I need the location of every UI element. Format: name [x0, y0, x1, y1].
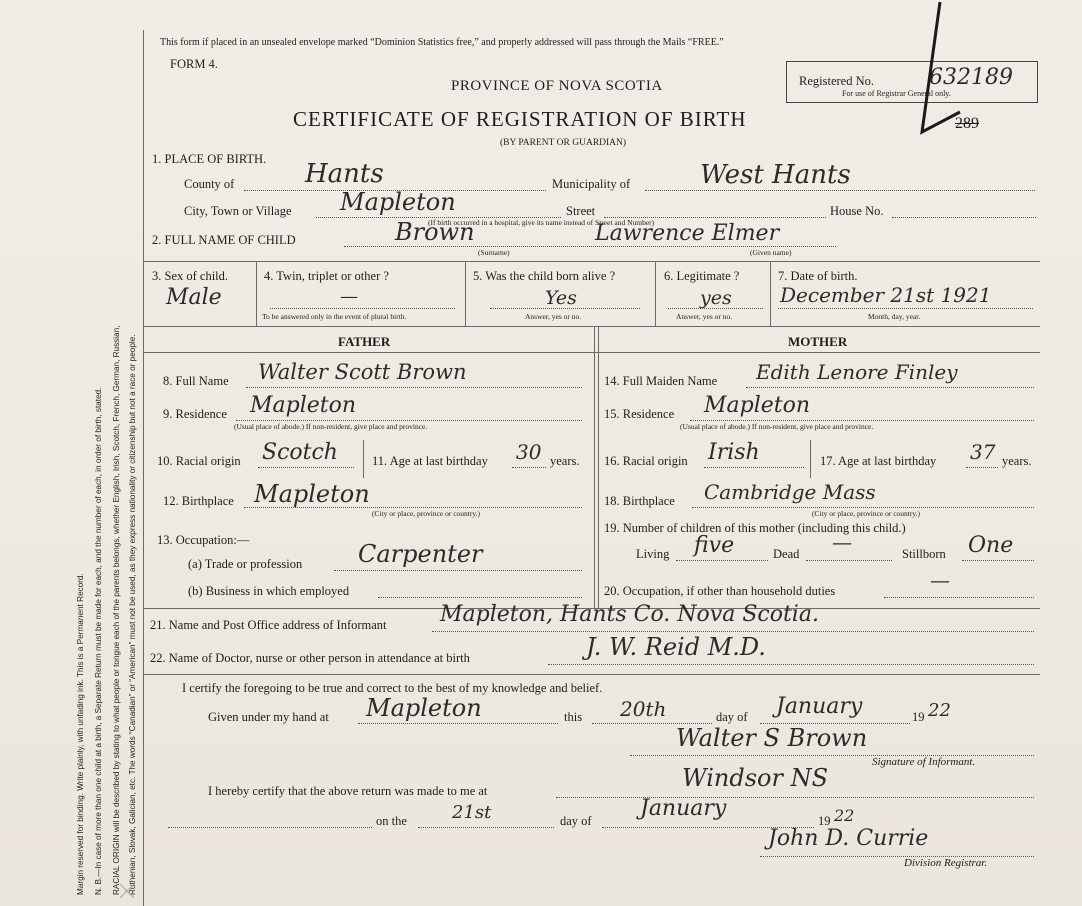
- twin-label: 4. Twin, triplet or other ?: [264, 269, 389, 283]
- house-label: House No.: [830, 204, 884, 218]
- place-of-birth-label: 1. PLACE OF BIRTH.: [152, 152, 267, 166]
- mother-race-line: [704, 467, 804, 468]
- registrar-statement: I hereby certify that the above return was made to me at: [208, 784, 488, 798]
- mother-residence-line: [690, 420, 1034, 421]
- dob-line: [778, 308, 1033, 309]
- father-business-label: (b) Business in which employed: [188, 584, 350, 598]
- given-name-note: (Given name): [750, 248, 792, 257]
- twin-line: [270, 308, 455, 309]
- mother-living-value: five: [694, 533, 735, 558]
- margin-line-2: N. B.—In case of more than one child at a birth, a Separate Return must be made for each, and the number of each, in order of birth, stated.: [94, 387, 103, 895]
- legitimate-note: Answer, yes or no.: [676, 312, 733, 321]
- child-name-label: 2. FULL NAME OF CHILD: [152, 233, 296, 247]
- province-heading: PROVINCE OF NOVA SCOTIA: [451, 78, 663, 94]
- informant-signature-label: Signature of Informant.: [872, 756, 976, 768]
- margin-line-4: Ruthenian, Slovak, Galician, etc. The words “Canadian” or “American” must not be used, as they express nationality or citizenship but not a race or people.: [128, 334, 137, 895]
- registered-note: For use of Registrar General only.: [842, 89, 951, 98]
- struck-number: 289: [955, 115, 979, 132]
- registrar-day-value: 21st: [452, 802, 492, 823]
- row3-divider-1: [256, 261, 257, 326]
- legitimate-value: yes: [700, 287, 732, 309]
- father-race-label: 10. Racial origin: [157, 454, 241, 468]
- municipality-line: [645, 190, 1035, 191]
- father-birthplace-value: Mapleton: [254, 480, 370, 508]
- mother-occupation-value: —: [930, 568, 950, 592]
- mother-stillborn-value: One: [968, 533, 1014, 558]
- county-label: County of: [184, 177, 235, 191]
- margin-line-3: RACIAL ORIGIN will be described by stating to what people or tongue each of the parents belongs, whether English, Irish, Scotch, French, German, Russian,: [112, 325, 121, 895]
- father-residence-value: Mapleton: [250, 393, 357, 418]
- father-race-value: Scotch: [262, 440, 338, 465]
- child-name-line: [344, 246, 836, 247]
- given-this-label: this: [564, 710, 583, 724]
- father-name-line: [246, 387, 582, 388]
- father-birthplace-note: (City or place, province or country.): [372, 509, 481, 518]
- row3-bottom-rule: [143, 326, 1040, 327]
- street-note: (If birth occurred in a hospital, give its name instead of Street and Number): [428, 218, 655, 227]
- legitimate-label: 6. Legitimate ?: [664, 269, 740, 283]
- form-number: FORM 4.: [170, 57, 218, 71]
- mother-years-label: years.: [1002, 454, 1032, 468]
- certify-top-rule: [143, 674, 1040, 675]
- certify-statement: I certify the foregoing to be true and correct to the best of my knowledge and belief.: [182, 681, 603, 695]
- parents-divider-2: [598, 326, 599, 608]
- given-day-value: 20th: [620, 697, 667, 721]
- father-race-line: [258, 467, 354, 468]
- mother-residence-value: Mapleton: [704, 393, 811, 418]
- mother-age-value: 37: [970, 440, 996, 464]
- mother-living-label: Living: [636, 547, 670, 561]
- margin-instructions: [0, 0, 140, 906]
- mother-birthplace-value: Cambridge Mass: [704, 480, 876, 504]
- certificate-subtitle: (BY PARENT OR GUARDIAN): [500, 138, 627, 148]
- father-name-value: Walter Scott Brown: [258, 360, 467, 384]
- father-age-value: 30: [516, 440, 542, 464]
- registrar-place-line: [556, 797, 1034, 798]
- registrar-leading-line: [168, 827, 372, 828]
- given-dayof-label: day of: [716, 710, 748, 724]
- mother-birthplace-line: [692, 507, 1034, 508]
- margin-line-1: Margin reserved for binding. Write plainly, with unfading ink. This is a Permanent Record.: [76, 573, 85, 895]
- given-place-value: Mapleton: [366, 694, 482, 722]
- mother-heading: MOTHER: [788, 334, 848, 349]
- given-under-label: Given under my hand at: [208, 710, 329, 724]
- registered-label: Registered No.: [799, 74, 874, 88]
- surname-note: (Surname): [478, 248, 510, 257]
- mother-residence-note: (Usual place of abode.) If non-resident, give place and province.: [680, 422, 874, 431]
- mother-name-value: Edith Lenore Finley: [756, 360, 958, 384]
- father-trade-value: Carpenter: [358, 540, 483, 568]
- informant-line: [432, 631, 1034, 632]
- row3-divider-3: [655, 261, 656, 326]
- sex-value: Male: [166, 285, 222, 310]
- twin-note: To be answered only in the event of plural birth.: [262, 312, 407, 321]
- mother-birthplace-note: (City or place, province or country.): [812, 509, 921, 518]
- house-line: [892, 217, 1036, 218]
- parents-divider: [594, 326, 595, 608]
- twin-value: —: [340, 286, 358, 307]
- mother-race-value: Irish: [708, 440, 760, 465]
- doctor-value: J. W. Reid M.D.: [586, 633, 766, 661]
- informant-label: 21. Name and Post Office address of Informant: [150, 618, 387, 632]
- mother-living-line: [676, 560, 768, 561]
- father-age-line: [512, 467, 546, 468]
- father-residence-note: (Usual place of abode.) If non-resident, give place and province.: [234, 422, 428, 431]
- mother-race-label: 16. Racial origin: [604, 454, 688, 468]
- alive-value: Yes: [545, 287, 577, 309]
- municipality-label: Municipality of: [552, 177, 631, 191]
- mother-name-label: 14. Full Maiden Name: [604, 374, 718, 388]
- given-year-prefix: 19: [912, 710, 925, 724]
- father-years-label: years.: [550, 454, 580, 468]
- father-name-label: 8. Full Name: [163, 374, 229, 388]
- row3-divider-4: [770, 261, 771, 326]
- mother-stillborn-line: [962, 560, 1034, 561]
- city-value: Mapleton: [340, 188, 456, 216]
- father-occupation-label: 13. Occupation:—: [157, 533, 250, 547]
- registrar-signature-line: [760, 856, 1034, 857]
- father-business-line: [378, 597, 582, 598]
- child-given-name: Lawrence Elmer: [595, 221, 780, 246]
- dob-label: 7. Date of birth.: [778, 269, 858, 283]
- binding-margin-rule: [143, 30, 144, 906]
- mother-dead-line: [806, 560, 892, 561]
- dob-value: December 21st 1921: [780, 283, 992, 307]
- father-trade-label: (a) Trade or profession: [188, 557, 303, 571]
- given-year-value: 22: [928, 700, 951, 721]
- mother-birthplace-label: 18. Birthplace: [604, 494, 675, 508]
- city-label: City, Town or Village: [184, 204, 292, 218]
- street-label: Street: [566, 204, 596, 218]
- row3-top-rule: [143, 261, 1040, 262]
- alive-label: 5. Was the child born alive ?: [473, 269, 616, 283]
- given-month-value: January: [776, 694, 863, 719]
- dob-note: Month, day, year.: [868, 312, 921, 321]
- father-residence-line: [236, 420, 582, 421]
- registrar-year-prefix: 19: [818, 814, 831, 828]
- county-value: Hants: [305, 159, 384, 189]
- child-surname: Brown: [395, 218, 475, 246]
- father-heading: FATHER: [338, 334, 391, 349]
- registrar-dayof-label: day of: [560, 814, 592, 828]
- mother-dead-value: —: [832, 530, 852, 554]
- mother-residence-label: 15. Residence: [604, 407, 675, 421]
- stray-x-mark: [116, 880, 138, 902]
- mother-children-label: 19. Number of children of this mother (including this child.): [604, 521, 906, 535]
- mother-stillborn-label: Stillborn: [902, 547, 946, 561]
- father-age-label: 11. Age at last birthday: [372, 454, 488, 468]
- informant-signature: Walter S Brown: [676, 724, 868, 752]
- certificate-title: CERTIFICATE OF REGISTRATION OF BIRTH: [293, 107, 747, 131]
- alive-note: Answer, yes or no.: [525, 312, 582, 321]
- mother-age-line: [966, 467, 998, 468]
- registrar-signature-label: Division Registrar.: [904, 857, 988, 869]
- registrar-year-value: 22: [834, 806, 855, 825]
- doctor-label: 22. Name of Doctor, nurse or other person in attendance at birth: [150, 651, 470, 665]
- father-birthplace-label: 12. Birthplace: [163, 494, 234, 508]
- registrar-day-line: [418, 827, 554, 828]
- doctor-line: [548, 664, 1034, 665]
- father-residence-label: 9. Residence: [163, 407, 227, 421]
- given-place-line: [358, 723, 558, 724]
- mother-dead-label: Dead: [773, 547, 800, 561]
- mother-occupation-line: [884, 597, 1034, 598]
- registrar-month-value: January: [640, 796, 727, 821]
- father-race-divider: [363, 440, 364, 478]
- registrar-place-value: Windsor NS: [682, 764, 829, 792]
- parents-heading-rule: [143, 352, 1040, 353]
- mother-name-line: [746, 387, 1034, 388]
- mail-note: This form if placed in an unsealed envelope marked “Dominion Statistics free,” and properly addressed will pass through the Mails “FREE.”: [160, 37, 724, 48]
- municipality-value: West Hants: [700, 160, 851, 190]
- mother-age-label: 17. Age at last birthday: [820, 454, 937, 468]
- sex-label: 3. Sex of child.: [152, 269, 229, 283]
- row3-divider-2: [465, 261, 466, 326]
- registered-number: 632189: [929, 65, 1013, 90]
- mother-race-divider: [810, 440, 811, 478]
- registrar-checkmark: [900, 0, 970, 150]
- registrar-on-label: on the: [376, 814, 407, 828]
- registrar-signature: John D. Currie: [768, 826, 929, 851]
- informant-value: Mapleton, Hants Co. Nova Scotia.: [440, 602, 819, 627]
- father-trade-line: [334, 570, 582, 571]
- mother-occupation-label: 20. Occupation, if other than household duties: [604, 584, 836, 598]
